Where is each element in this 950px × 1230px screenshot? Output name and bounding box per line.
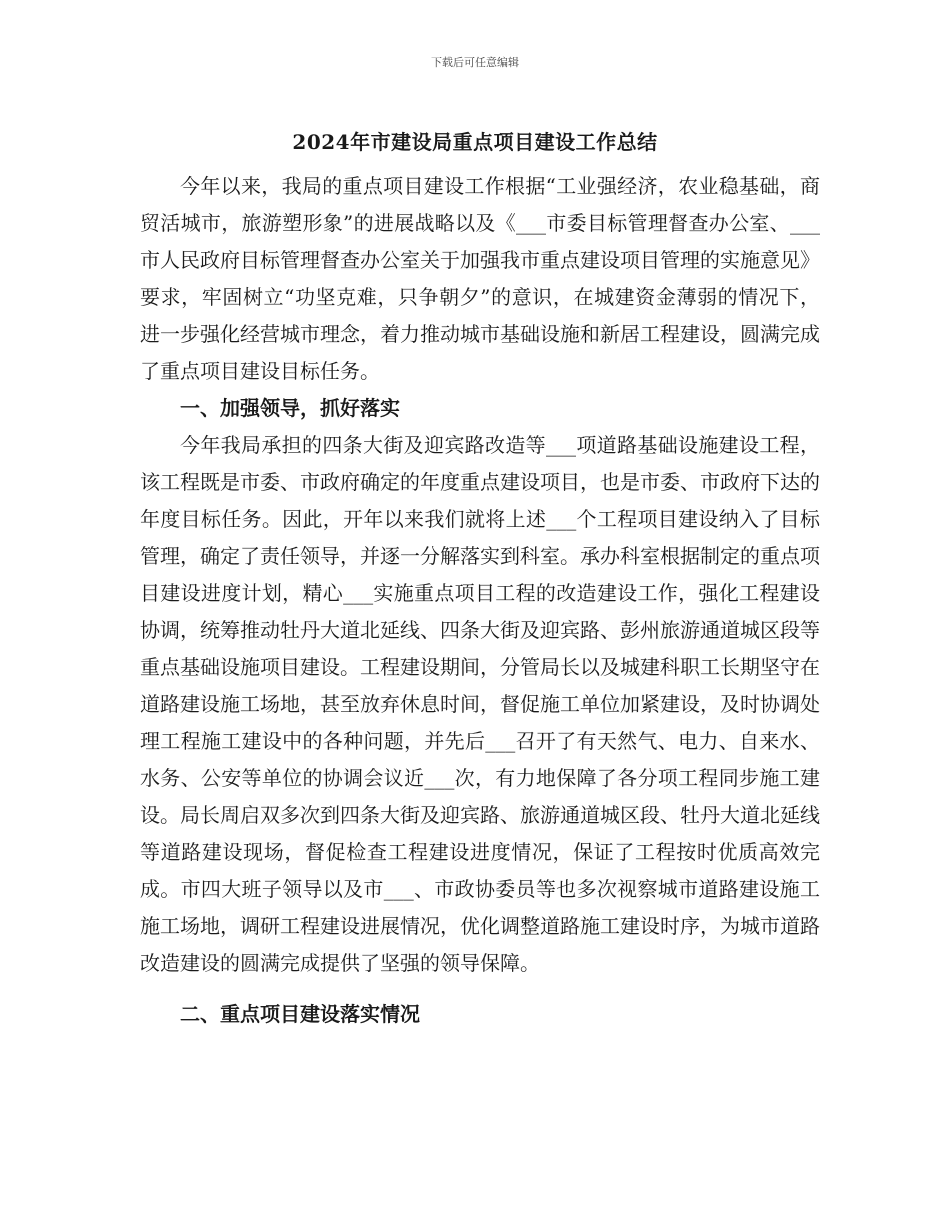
section-1-paragraph: 今年我局承担的四条大街及迎宾路改造等___项道路基础设施建设工程，该工程既是市委、市政府确定的年度重点建设项目，也是市委、市政府下达的年度目标任务。因此，开年以来我们就将上述___个工程项目建设纳入了目标管理，确定了责任领导，并逐一分解落实到科室。承办科室根据制定的重点项目建设进度计划，精心___实施重点项目工程的改造建设工作，强化工程建设协调，统筹推动牡丹大道北延线、四条大街及迎宾路、彭州旅游通道城区段等重点基础设施项目建设。工程建设期间，分管局长以及城建科职工长期坚守在道路建设施工场地，甚至放弃休息时间，督促施工单位加紧建设，及时协调处理工程施工建设中的各种问题，并先后___召开了有天然气、电力、自来水、水务、公安等单位的协调会议近___次，有力地保障了各分项工程同步施工建设。局长周启双多次到四条大街及迎宾路、旅游通道城区段、牡丹大道北延线等道路建设现场，督促检查工程建设进度情况，保证了工程按时优质高效完成。市四大班子领导以及市___、市政协委员等也多次视察城市道路建设施工施工场地，调研工程建设进展情况，优化调整道路施工建设时序，为城市道路改造建设的圆满完成提供了坚强的领导保障。 xyxy=(140,433,820,975)
intro-paragraph: 今年以来，我局的重点项目建设工作根据“工业强经济，农业稳基础，商贸活城市，旅游塑形象”的进展战略以及《___市委目标管理督查办公室、___市人民政府目标管理督查办公室关于加强我市重点建设项目管理的实施意见》要求，牢固树立“功坚克难，只争朝夕”的意识，在城建资金薄弱的情况下，进一步强化经营城市理念，着力推动城市基础设施和新居工程建设，圆满完成了重点项目建设目标任务。 xyxy=(140,174,820,383)
section-heading-1: 一、加强领导，抓好落实 xyxy=(180,396,400,420)
header-note: 下载后可任意编辑 xyxy=(431,56,519,69)
document-body xyxy=(140,168,820,1033)
section-heading-2: 二、重点项目建设落实情况 xyxy=(180,1002,420,1026)
document-title: 2024年市建设局重点项目建设工作总结 xyxy=(292,130,658,154)
